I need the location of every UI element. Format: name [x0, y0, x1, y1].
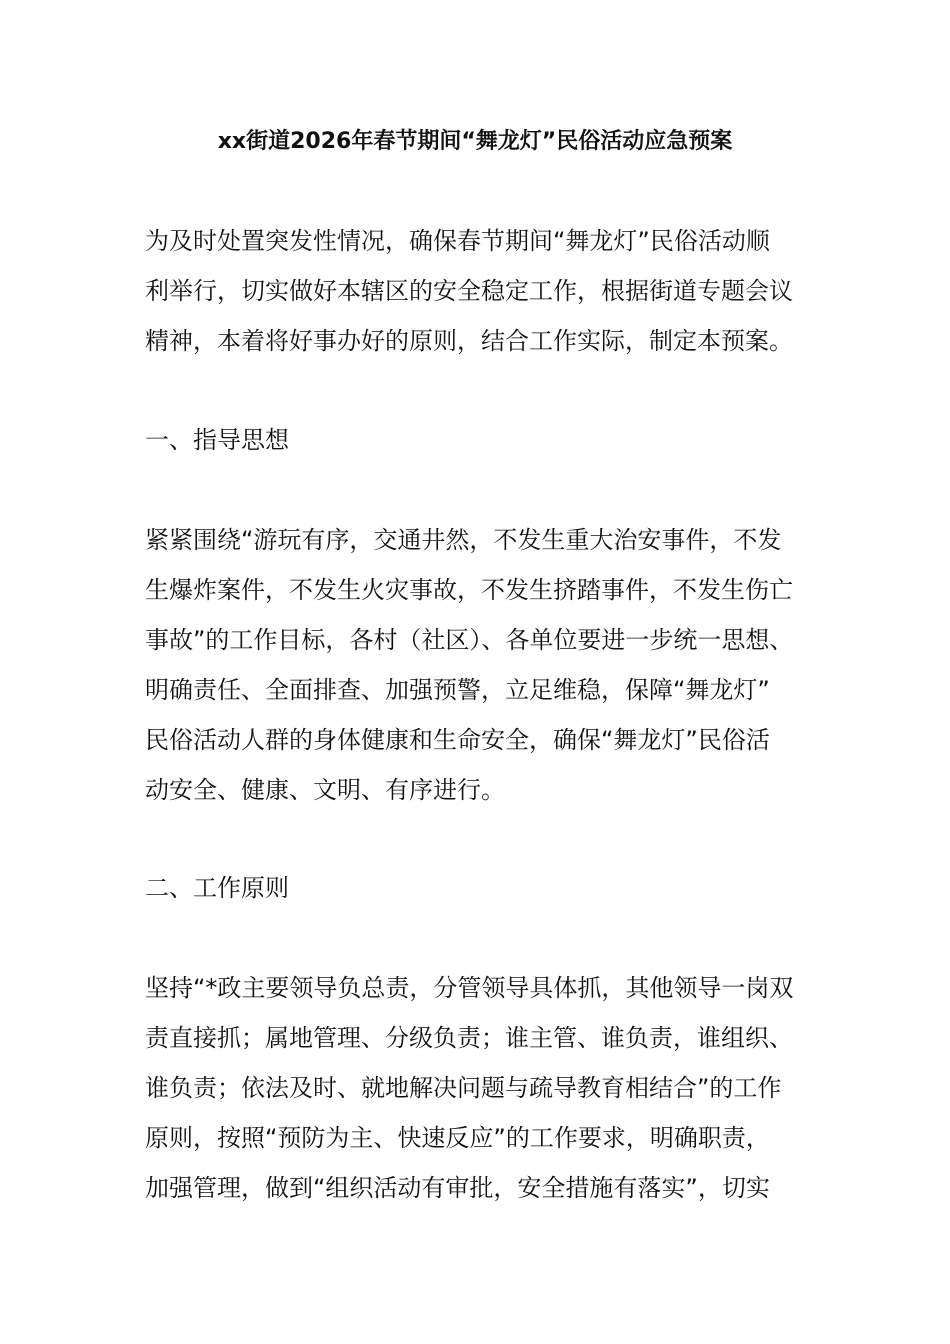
paragraph-line: 紧紧围绕“游玩有序，交通井然，不发生重大治安事件，不发 — [145, 526, 782, 554]
section-heading: 一、指导思想 — [145, 426, 289, 454]
paragraph-line: 原则，按照“预防为主、快速反应”的工作要求，明确职责， — [145, 1124, 770, 1152]
paragraph-line: 动安全、健康、文明、有序进行。 — [145, 776, 505, 804]
section-heading-work-principles — [145, 863, 845, 913]
paragraph-line: 精神，本着将好事办好的原则，结合工作实际，制定本预案。 — [145, 327, 793, 355]
paragraph-line: 责直接抓；属地管理、分级负责；谁主管、谁负责，谁组织、 — [145, 1024, 793, 1052]
paragraph-line: 明确责任、全面排查、加强预警，立足维稳，保障“舞龙灯” — [145, 676, 770, 704]
section-paragraph-work-principles — [145, 963, 845, 1213]
paragraph-line: 坚持“*政主要领导负总责，分管领导具体抓，其他领导一岗双 — [145, 974, 794, 1002]
section-heading: 二、工作原则 — [145, 874, 289, 902]
paragraph-line: 事故”的工作目标，各村（社区）、各单位要进一步统一思想、 — [145, 626, 794, 654]
section-heading-guiding-ideology — [145, 415, 845, 465]
paragraph-line: 谁负责；依法及时、就地解决问题与疏导教育相结合”的工作 — [145, 1074, 782, 1102]
paragraph-line: 加强管理，做到“组织活动有审批，安全措施有落实”，切实 — [145, 1174, 770, 1202]
paragraph-line: 利举行，切实做好本辖区的安全稳定工作，根据街道专题会议 — [145, 277, 793, 305]
section-paragraph-guiding-ideology — [145, 515, 845, 815]
paragraph-line: 民俗活动人群的身体健康和生命安全，确保“舞龙灯”民俗活 — [145, 726, 770, 754]
intro-paragraph — [145, 216, 845, 366]
paragraph-line: 为及时处置突发性情况，确保春节期间“舞龙灯”民俗活动顺 — [145, 227, 770, 255]
document-title: xx街道2026年春节期间“舞龙灯”民俗活动应急预案 — [217, 129, 733, 154]
paragraph-line: 生爆炸案件，不发生火灾事故，不发生挤踏事件，不发生伤亡 — [145, 576, 793, 604]
